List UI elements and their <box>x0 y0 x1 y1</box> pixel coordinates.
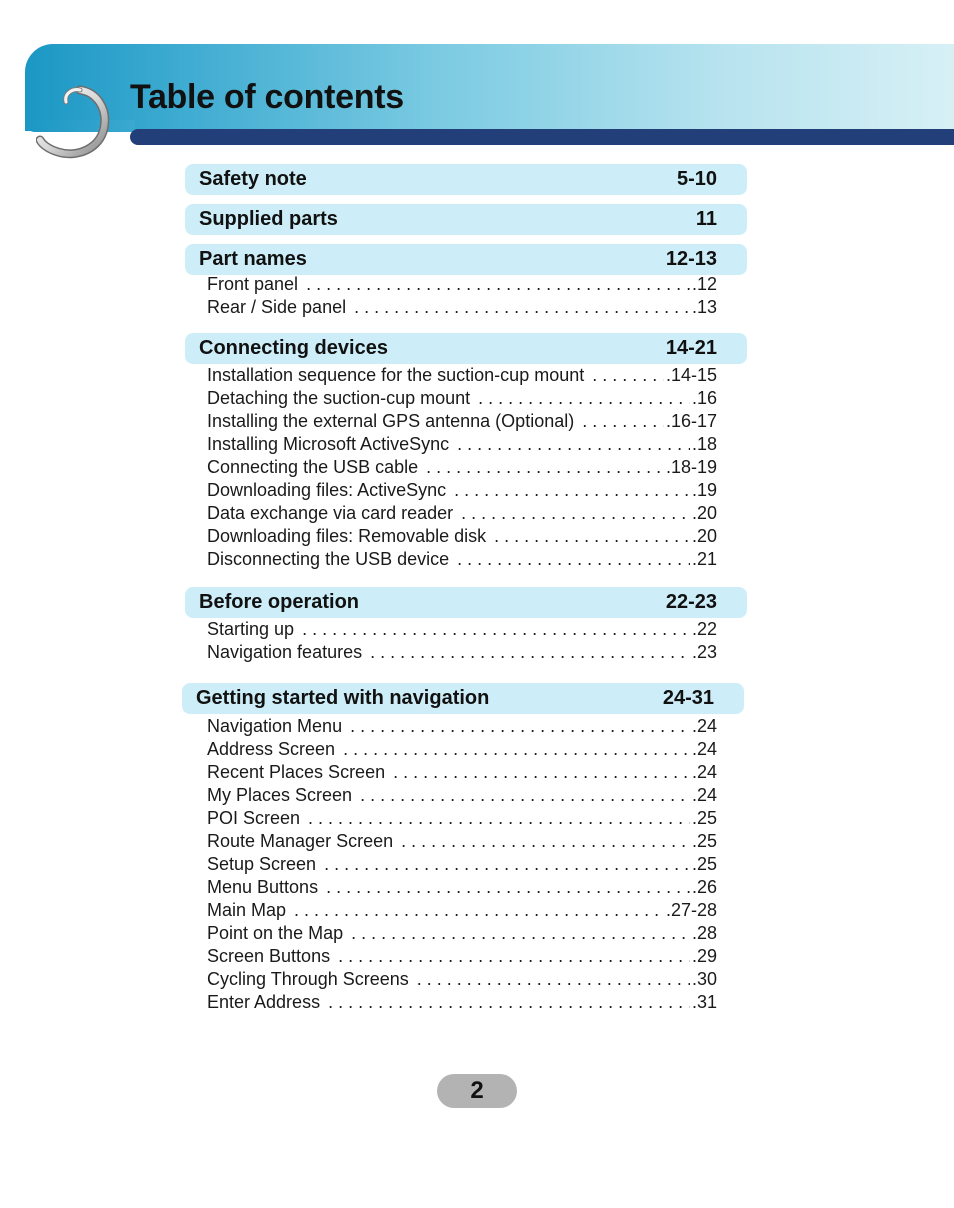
section-header[interactable] <box>185 204 747 235</box>
dot-leader <box>294 899 664 922</box>
toc-entry-page: .22 <box>691 619 717 639</box>
toc-entry-page: .24 <box>691 762 717 782</box>
toc-entry-title: Navigation features <box>207 642 363 662</box>
dot-leader <box>401 830 690 853</box>
toc-entry[interactable] <box>207 273 717 296</box>
toc-entry-title: POI Screen <box>207 808 301 828</box>
toc-entry-title: Downloading files: ActiveSync <box>207 480 447 500</box>
toc-entry[interactable] <box>207 715 717 738</box>
toc-entry-title: Downloading files: Removable disk <box>207 526 487 546</box>
dot-leader <box>326 876 690 899</box>
toc-entry[interactable] <box>207 387 717 410</box>
toc-entry[interactable] <box>207 641 717 664</box>
toc-entry-title: Installing Microsoft ActiveSync <box>207 434 450 454</box>
toc-entry-title: Installation sequence for the suction-cup mount <box>207 365 585 385</box>
dot-leader <box>350 715 690 738</box>
toc-entry-page: .19 <box>691 480 717 500</box>
toc-entry-title: Cycling Through Screens <box>207 969 409 989</box>
toc-entry[interactable] <box>207 456 717 479</box>
toc-entry-page: .28 <box>691 923 717 943</box>
toc-entry[interactable] <box>207 945 717 968</box>
section-header[interactable] <box>185 587 747 618</box>
toc-entry[interactable] <box>207 922 717 945</box>
toc-entry-page: .13 <box>691 297 717 317</box>
dot-leader <box>351 922 690 945</box>
toc-entry-title: Address Screen <box>207 739 336 759</box>
dot-leader <box>426 456 664 479</box>
toc-entry[interactable] <box>207 479 717 502</box>
dot-leader <box>393 761 690 784</box>
toc-entry-page: .24 <box>691 785 717 805</box>
dot-leader <box>457 433 690 456</box>
page-title: Table of contents <box>130 78 404 116</box>
section-title: Supplied parts <box>199 208 338 230</box>
section-header[interactable] <box>185 244 747 275</box>
dot-leader <box>592 364 664 387</box>
section-title: Safety note <box>199 168 307 190</box>
dot-leader <box>417 968 690 991</box>
toc-entry-title: Menu Buttons <box>207 877 319 897</box>
section-title: Connecting devices <box>199 337 388 359</box>
toc-entry[interactable] <box>207 899 717 922</box>
toc-entry-page: .18-19 <box>665 457 717 477</box>
header-underline-bar <box>130 129 954 145</box>
dot-leader <box>324 853 690 876</box>
toc-entry-title: Recent Places Screen <box>207 762 386 782</box>
toc-entry[interactable] <box>207 853 717 876</box>
dot-leader <box>457 548 690 571</box>
dot-leader <box>306 273 690 296</box>
toc-entry-page: .29 <box>691 946 717 966</box>
section-page-range: 14-21 <box>665 337 717 359</box>
dot-leader <box>360 784 690 807</box>
toc-entry-page: .20 <box>691 503 717 523</box>
toc-entry-page: .23 <box>691 642 717 662</box>
toc-entry[interactable] <box>207 364 717 387</box>
toc-entry-page: .26 <box>691 877 717 897</box>
section-page-range: 5-10 <box>676 168 717 190</box>
section-page-range: 22-23 <box>665 591 717 613</box>
toc-entry-title: Connecting the USB cable <box>207 457 419 477</box>
toc-entry-title: Point on the Map <box>207 923 344 943</box>
toc-entry[interactable] <box>207 433 717 456</box>
dot-leader <box>343 738 690 761</box>
toc-entry[interactable] <box>207 738 717 761</box>
section-page-range: 24-31 <box>662 687 714 709</box>
toc-entry[interactable] <box>207 618 717 641</box>
toc-entry-page: .24 <box>691 716 717 736</box>
toc-entry-page: .31 <box>691 992 717 1012</box>
toc-entry-page: .30 <box>691 969 717 989</box>
section-title: Before operation <box>199 591 360 613</box>
binder-ring-icon <box>36 82 116 162</box>
toc-entry-page: .25 <box>691 808 717 828</box>
toc-entry-title: Data exchange via card reader <box>207 503 454 523</box>
toc-entry[interactable] <box>207 410 717 433</box>
toc-entry-title: Installing the external GPS antenna (Optional) <box>207 411 575 431</box>
toc-entry-title: Route Manager Screen <box>207 831 394 851</box>
toc-entry[interactable] <box>207 502 717 525</box>
toc-entry-title: My Places Screen <box>207 785 353 805</box>
dot-leader <box>328 991 690 1014</box>
section-title: Part names <box>199 248 307 270</box>
dot-leader <box>338 945 690 968</box>
toc-entry[interactable] <box>207 876 717 899</box>
toc-entry[interactable] <box>207 991 717 1014</box>
toc-entry-page: .14-15 <box>665 365 717 385</box>
dot-leader <box>582 410 664 433</box>
section-header[interactable] <box>182 683 744 714</box>
toc-entry[interactable] <box>207 830 717 853</box>
dot-leader <box>302 618 690 641</box>
toc-entry-page: .25 <box>691 831 717 851</box>
dot-leader <box>494 525 690 548</box>
toc-entry-page: .20 <box>691 526 717 546</box>
toc-entry[interactable] <box>207 968 717 991</box>
toc-entry-title: Main Map <box>207 900 287 920</box>
toc-entry[interactable] <box>207 807 717 830</box>
toc-entry-page: .18 <box>691 434 717 454</box>
dot-leader <box>354 296 690 319</box>
dot-leader <box>461 502 690 525</box>
dot-leader <box>454 479 690 502</box>
toc-entry-page: .16 <box>691 388 717 408</box>
dot-leader <box>478 387 690 410</box>
toc-entry[interactable] <box>207 761 717 784</box>
toc-entry-page: .25 <box>691 854 717 874</box>
section-title: Getting started with navigation <box>196 687 490 709</box>
toc-entry-title: Detaching the suction-cup mount <box>207 388 471 408</box>
toc-entry[interactable] <box>207 548 717 571</box>
page-number-badge: 2 <box>437 1074 517 1108</box>
toc-entry-title: Rear / Side panel <box>207 297 347 317</box>
toc-entry-title: Disconnecting the USB device <box>207 549 450 569</box>
toc-entry-title: Navigation Menu <box>207 716 343 736</box>
dot-leader <box>308 807 690 830</box>
toc-entry-title: Enter Address <box>207 992 321 1012</box>
toc-entry-title: Starting up <box>207 619 295 639</box>
toc-entry-page: .21 <box>691 549 717 569</box>
toc-entry-title: Front panel <box>207 274 299 294</box>
section-header[interactable] <box>185 164 747 195</box>
section-header[interactable] <box>185 333 747 364</box>
toc-entry-page: .24 <box>691 739 717 759</box>
section-page-range: 11 <box>695 208 717 230</box>
toc-entry-page: .12 <box>691 274 717 294</box>
toc-entry-page: .27-28 <box>665 900 717 920</box>
toc-entry-page: .16-17 <box>665 411 717 431</box>
dot-leader <box>370 641 690 664</box>
toc-entry[interactable] <box>207 296 717 319</box>
toc-entry-title: Screen Buttons <box>207 946 331 966</box>
toc-entry-title: Setup Screen <box>207 854 317 874</box>
toc-entry[interactable] <box>207 784 717 807</box>
section-page-range: 12-13 <box>665 248 717 270</box>
toc-entry[interactable] <box>207 525 717 548</box>
